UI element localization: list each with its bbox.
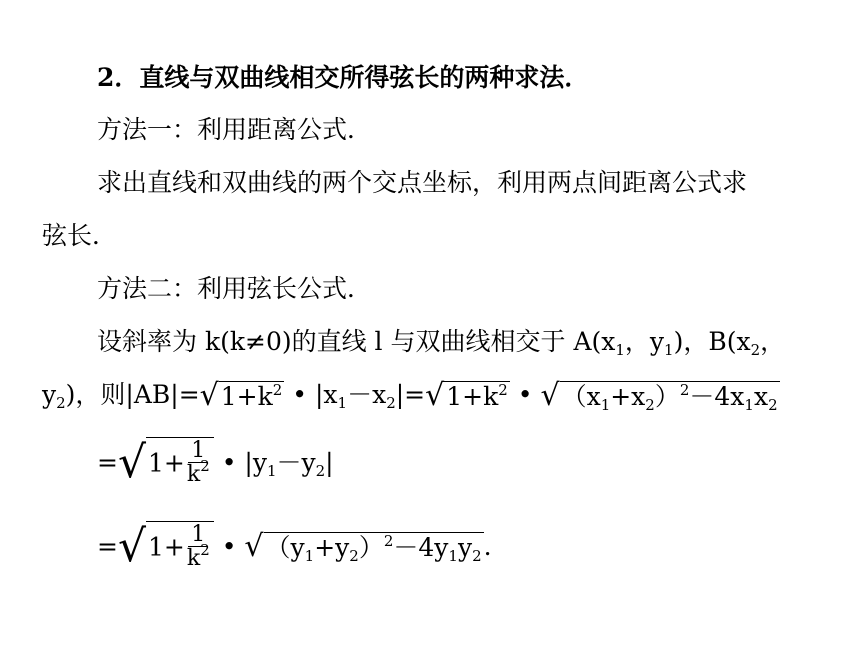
- method-two-line-1: [97, 327, 785, 357]
- sub-2: 2: [472, 546, 482, 565]
- k-var: k: [186, 462, 201, 487]
- abs-y: |y: [244, 448, 267, 477]
- sup-2: 2: [200, 541, 210, 559]
- minus-y: －y: [276, 448, 316, 477]
- minus-4y: －4y: [393, 532, 449, 562]
- method-one-body-line-2: 弦长．: [42, 221, 118, 250]
- section-heading: 2．直线与双曲线相交所得弦长的两种求法．: [97, 63, 590, 92]
- sub-1: 1: [615, 341, 625, 359]
- equals: =: [97, 448, 118, 477]
- k-var: k: [186, 546, 201, 571]
- m2-text-b: ，y: [624, 327, 665, 356]
- formula-line-1: [42, 380, 780, 412]
- paren-close: ）: [654, 382, 680, 411]
- one-plus-k: 1+k: [220, 382, 273, 411]
- sub-1: 1: [337, 394, 348, 412]
- y-var: y: [42, 380, 57, 409]
- dot: •: [517, 380, 533, 409]
- period: .: [483, 532, 492, 561]
- dot: •: [292, 380, 308, 409]
- sub-2: 2: [349, 546, 359, 565]
- sub-2: 2: [768, 396, 778, 414]
- fraction-denominator: [186, 457, 210, 487]
- formula-line-2: [97, 437, 334, 489]
- fraction-numerator: 1: [188, 440, 208, 463]
- y-var: y: [457, 532, 473, 562]
- abs-close-eq: |=: [395, 380, 426, 409]
- method-one-title: 方法一：利用距离公式．: [97, 115, 373, 144]
- sqrt-1-plus-inv-k2: √1+ $\frac{1}{k^2}$: [118, 437, 214, 489]
- method-two-title: 方法二：利用弦长公式．: [97, 274, 373, 303]
- sqrt-1-plus-k2: $√1+k^2$: [199, 378, 283, 413]
- paren-open-x: （x: [561, 382, 601, 411]
- x-var: x: [753, 382, 769, 411]
- abs-bar: |: [325, 448, 334, 477]
- m2-text-d: ，: [760, 327, 786, 356]
- plus-x: +x: [610, 382, 646, 411]
- sqrt-y-sum-squared: $√(y_1+y_2)^2-4y_1y_2$: [244, 528, 482, 565]
- dot: •: [221, 448, 237, 477]
- one-plus: 1+: [148, 532, 185, 562]
- sub-1: 1: [664, 341, 674, 359]
- sub-2: 2: [386, 394, 396, 412]
- sub-1: 1: [744, 396, 754, 414]
- one-plus-k: 1+k: [446, 382, 499, 411]
- sqrt-1-plus-k2-b: $√1+k^2$: [425, 378, 508, 413]
- sup-2: 2: [679, 381, 690, 399]
- dot: •: [221, 532, 237, 561]
- sup-2: 2: [498, 381, 508, 399]
- paren-open-y: （y: [265, 532, 305, 562]
- sub-2: 2: [645, 396, 655, 414]
- minus-4x: －4x: [689, 382, 745, 411]
- paren-close: ）: [358, 532, 384, 562]
- sup-2: 2: [272, 381, 283, 399]
- minus-x: －x: [347, 380, 387, 409]
- fraction-1-over-k2: [187, 440, 210, 487]
- fraction-1-over-k2: [187, 524, 210, 571]
- sub-2: 2: [315, 462, 326, 480]
- sub-2: 2: [56, 394, 66, 412]
- sup-2: 2: [383, 531, 394, 550]
- m2-text-c: )，B(x: [673, 327, 751, 356]
- abs-x: |x: [315, 380, 338, 409]
- formula-line-3: [97, 521, 492, 573]
- sqrt-1-plus-inv-k2: √1+ $\frac{1}{k^2}$: [118, 521, 214, 573]
- abs-y-diff: [244, 448, 334, 480]
- sub-1: 1: [448, 546, 458, 565]
- one-plus: 1+: [148, 448, 185, 478]
- sub-2: 2: [750, 341, 761, 359]
- sub-1: 1: [304, 546, 315, 565]
- fraction-numerator: 1: [188, 524, 208, 547]
- plus-y: +y: [314, 532, 350, 562]
- method-one-body-line-1: 求出直线和双曲线的两个交点坐标，利用两点间距离公式求: [97, 168, 748, 197]
- sub-1: 1: [266, 462, 277, 480]
- sup-2: 2: [200, 457, 210, 475]
- sqrt-sum-squared: $√(x_1+x_2)^2-4x_1x_2$: [540, 378, 778, 414]
- m2-text-a: 设斜率为 k(k≠0)的直线 l 与双曲线相交于 A(x: [97, 327, 616, 356]
- abs-ab-eq: )，则|AB|=: [65, 380, 200, 409]
- fraction-denominator: [186, 541, 210, 571]
- equals: =: [97, 532, 118, 561]
- sub-1: 1: [600, 396, 611, 414]
